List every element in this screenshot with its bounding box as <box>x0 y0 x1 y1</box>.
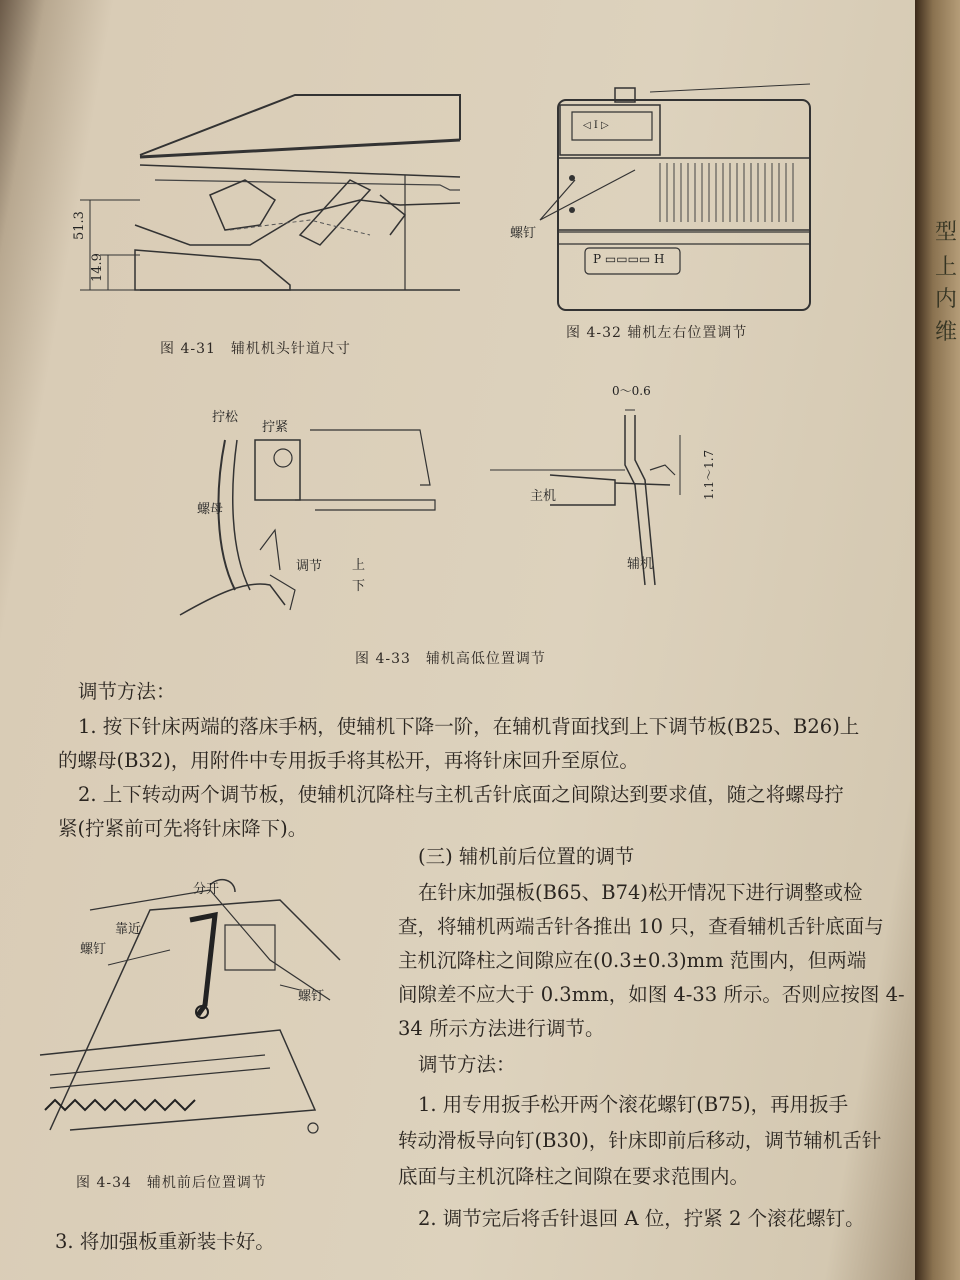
adjacent-page-edge <box>915 0 960 1280</box>
fig33-loosen: 拧松 <box>212 410 239 425</box>
dim-14-9: 14.9 <box>90 253 105 282</box>
front-back-step-1: 1. 用专用扳手松开两个滚花螺钉(B75)，再用扳手 <box>418 1093 849 1116</box>
fig33-down: 下 <box>352 579 366 594</box>
figure-4-31-drawing <box>60 85 470 305</box>
fig33-main-machine: 主机 <box>530 489 557 504</box>
fig33-gap-side: 1.1～1.7 <box>702 449 716 500</box>
height-step2-line1: 2. 上下转动两个调节板，使辅机沉降柱与主机舌针底面之间隙达到要求值，随之将螺母拧 <box>78 783 844 806</box>
right-page-char-3: 内 <box>935 287 958 312</box>
right-page-char-1: 型 <box>935 220 958 245</box>
right-page-char-4: 维 <box>935 320 958 345</box>
front-back-para-5: 34 所示方法进行调节。 <box>398 1017 605 1040</box>
fig32-screw-label: 螺钉 <box>510 226 537 241</box>
right-page-char-2: 上 <box>935 255 958 280</box>
figure-4-34-drawing <box>30 870 360 1160</box>
fig33-tighten: 拧紧 <box>262 420 289 435</box>
fig34-separate: 分开 <box>193 882 220 897</box>
front-back-step-1b: 转动滑板导向钉(B30)，针床即前后移动，调节辅机舌针 <box>398 1129 882 1152</box>
height-step2-line2: 紧(拧紧前可先将针床降下)。 <box>58 817 308 840</box>
dim-51-3: 51.3 <box>72 211 87 240</box>
front-back-step-1c: 底面与主机沉降柱之间隙在要求范围内。 <box>398 1165 750 1188</box>
front-back-para-4: 间隙差不应大于 0.3mm，如图 4-33 所示。否则应按图 4- <box>398 983 905 1006</box>
fig33-adjust: 调节 <box>296 559 323 574</box>
figure-4-33-caption: 图 4-33 辅机高低位置调节 <box>355 651 546 667</box>
front-back-step-3: 3. 将加强板重新装卡好。 <box>55 1230 275 1253</box>
fig32-panel-scale: ◁ I ▷ <box>583 120 609 131</box>
height-step1-line1: 1. 按下针床两端的落床手柄，使辅机下降一阶，在辅机背面找到上下调节板(B25、B26)上 <box>78 715 860 738</box>
height-method-title: 调节方法： <box>78 680 176 703</box>
front-back-method-title: 调节方法： <box>418 1053 516 1076</box>
fig34-screw-right: 螺钉 <box>298 989 325 1004</box>
fig32-ph-label: P ▭▭▭▭ H <box>593 252 665 266</box>
figure-4-34-caption: 图 4-34 辅机前后位置调节 <box>76 1175 267 1191</box>
fig34-screw-left: 螺钉 <box>80 942 107 957</box>
front-back-step-2: 2. 调节完后将舌针退回 A 位，拧紧 2 个滚花螺钉。 <box>418 1207 865 1230</box>
front-back-title: (三) 辅机前后位置的调节 <box>418 845 635 868</box>
fig33-aux-machine: 辅机 <box>627 557 654 572</box>
fig33-gap-top: 0～0.6 <box>612 384 651 398</box>
fig34-approach: 靠近 <box>115 922 142 937</box>
height-step1-line2: 的螺母(B32)，用附件中专用扳手将其松开，再将针床回升至原位。 <box>58 749 639 772</box>
front-back-para-2: 查，将辅机两端舌针各推出 10 只，查看辅机舌针底面与 <box>398 915 884 938</box>
fig33-nut: 螺母 <box>197 502 224 517</box>
figure-4-32-caption: 图 4-32 辅机左右位置调节 <box>566 325 748 341</box>
figure-4-33-left-drawing <box>175 410 445 630</box>
figure-4-32-grille <box>655 160 805 225</box>
front-back-para-1: 在针床加强板(B65、B74)松开情况下进行调整或检 <box>418 881 863 904</box>
front-back-para-3: 主机沉降柱之间隙应在(0.3±0.3)mm 范围内，但两端 <box>398 949 867 972</box>
figure-4-31-caption: 图 4-31 辅机机头针道尺寸 <box>160 341 351 357</box>
fig33-up: 上 <box>352 558 366 573</box>
